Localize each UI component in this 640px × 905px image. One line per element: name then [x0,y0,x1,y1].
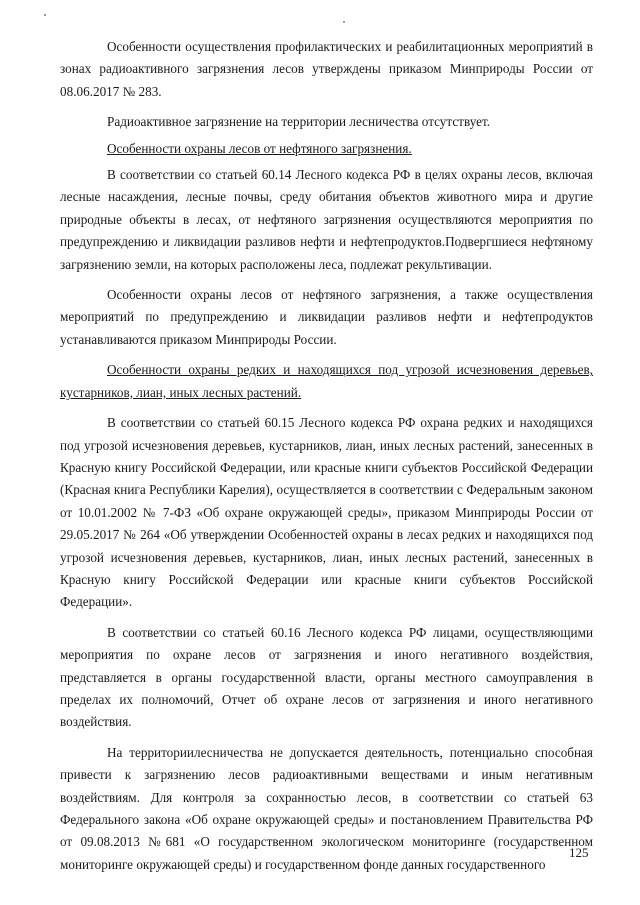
heading-oil-pollution: Особенности охраны лесов от нефтяного загрязнения. [107,140,412,156]
scan-speck [44,14,46,16]
paragraph-article-60-16: В соответствии со статьей 60.16 Лесного кодекса РФ лицами, осуществляющими мероприятия по охране лесов от загрязнения и иного негативного воздействия, представляется в органы государственной власти, органы местного самоуправления в пределах их полномочий, Отчет об охране лесов от загрязнения и иного негативного воздействия. [60,624,593,730]
document-body [60,36,593,884]
paragraph-territory-monitoring: На территориилесничества не допускается деятельность, потенциально способная привести к загрязнению лесов радиоактивными веществами и иным негативным воздействиям. Для контроля за сохранностью лесов, в соответствии со статьей 63 Федерального закона «Об охране окружающей среды» и постановлением Правительства РФ от 09.08.2013 №681 «О государственном экологическом мониторинге (государственном мониторинге окружающей среды) и государственном фонде данных государственного [60,744,593,872]
scan-speck [343,21,345,23]
paragraph-radioactive-absent: Радиоактивное загрязнение на территории лесничества отсутствует. [107,114,491,130]
paragraph-article-60-15: В соответствии со статьей 60.15 Лесного кодекса РФ охрана редких и находящихся под угрозой исчезновения деревьев, кустарников, лиан, иных лесных растений, занесенных в Красную книгу Российской Федерации, или красные книги субъектов Российской Федерации (Красная книга Республики Карелия), осуществляется в соответствии с Федеральным законом от 10.01.2002 № 7-ФЗ «Об охране окружающей среды», приказом Минприроды России от 29.05.2017 № 264 «Об утверждении Особенностей охраны в лесах редких и находящихся под угрозой исчезновения деревьев, кустарников, лиан, иных лесных растений, занесенных в Красную книгу Российской Федерации или красные книги субъектов Российской Федерации». [60,415,593,610]
page-number: 125 [569,845,589,860]
paragraph-oil-pollution-order: Особенности охраны лесов от нефтяного загрязнения, а также осуществления мероприятий по предупреждению и ликвидации разливов нефти и нефтепродуктов устанавливаются приказом Минприроды России. [60,287,593,347]
paragraph-article-60-14: В соответствии со статьей 60.14 Лесного кодекса РФ в целях охраны лесов, включая лесные насаждения, лесные почвы, среду обитания объектов животного мира и другие природные объекты в лесах, от нефтяного загрязнения осуществляются мероприятия по предупреждению и ликвидации разливов нефти и нефтепродуктов.Подвергшиеся нефтяному загрязнению земли, на которых расположены леса, подлежат рекультивации. [60,167,593,272]
heading-rare-plants: Особенности охраны редких и находящихся под угрозой исчезновения деревьев, кустарников, лиан, иных лесных растений. [60,362,593,400]
paragraph-radioactive-measures: Особенности осуществления профилактических и реабилитационных мероприятий в зонах радиоактивного загрязнения лесов утверждены приказом Минприроды России от 08.06.2017 № 283. [60,39,593,99]
